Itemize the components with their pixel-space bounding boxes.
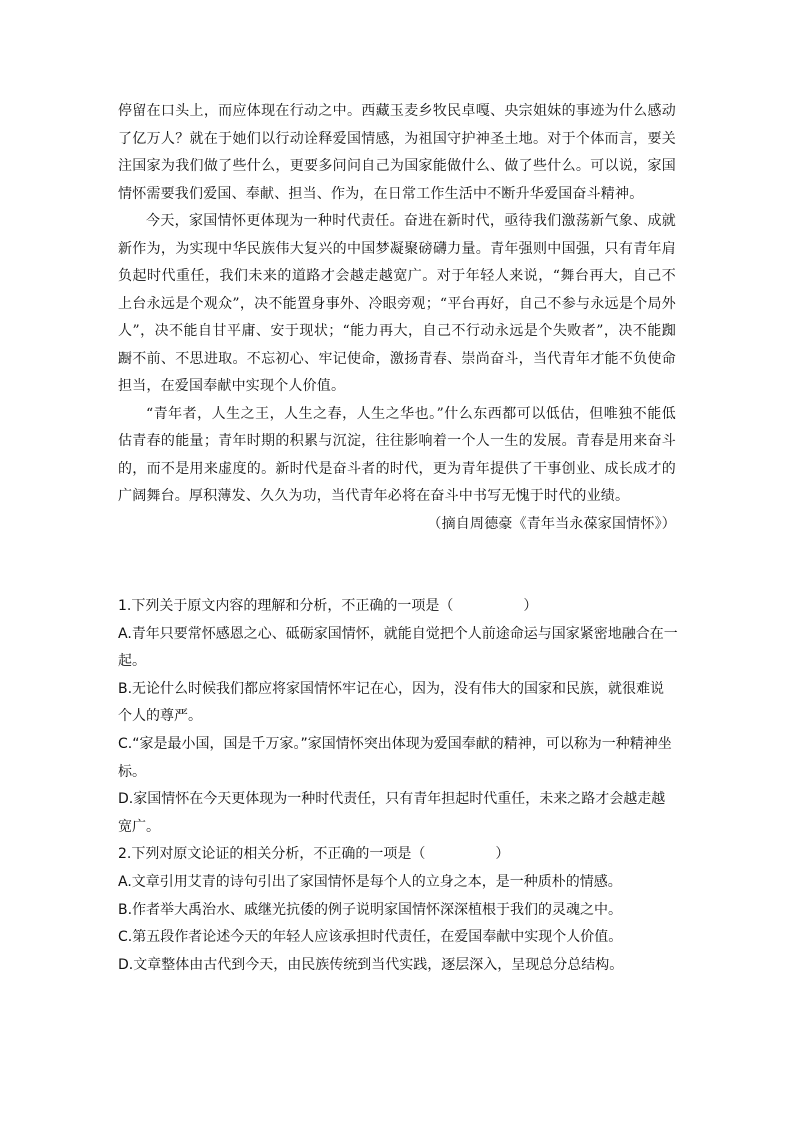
option-d: D.家国情怀在今天更体现为一种时代责任，只有青年担起时代重任，未来之路才会越走越宽广。 [118, 791, 666, 835]
reading-passage [118, 98, 676, 538]
passage-source: （摘自周德豪《青年当永葆家国情怀》） [427, 515, 676, 532]
option-d: D.文章整体由古代到今天，由民族传统到当代实践，逐层深入，呈现总分总结构。 [118, 956, 624, 973]
question-2 [118, 841, 678, 979]
option-a: A.青年只要常怀感恩之心、砥砺家国情怀，就能自觉把个人前途命运与国家紧密地融合在一起。 [118, 625, 678, 670]
question-stem-close: ） [523, 598, 538, 614]
passage-paragraph: 停留在口头上，而应体现在行动之中。西藏玉麦乡牧民卓嘎、央宗姐妹的事迹为什么感动了亿万人？就在于她们以行动诠释爱国情感，为祖国守护神圣土地。对于个体而言，要关注国家为我们做了些什么，更要多问问自己为国家能做什么、做了些什么。可以说，家国情怀需要我们爱国、奉献、担当、作为，在日常工作生活中不断升华爱国奋斗精神。 [118, 103, 676, 202]
option-c: C.第五段作者论述今天的年轻人应该承担时代责任，在爱国奉献中实现个人价值。 [118, 929, 623, 946]
option-b: B.作者举大禹治水、戚继光抗倭的例子说明家国情怀深深植根于我们的灵魂之中。 [118, 901, 623, 918]
question-stem-close: ） [495, 846, 510, 863]
question-stem-text: 1.下列关于原文内容的理解和分析，不正确的一项是（ [118, 598, 454, 614]
question-stem [118, 841, 678, 869]
question-section [118, 593, 678, 979]
question-stem-text: 2.下列对原文论证的相关分析，不正确的一项是（ [118, 846, 426, 863]
option-b: B.无论什么时候我们都应将家国情怀牢记在心，因为，没有伟大的国家和民族，就很难说个人的尊严。 [118, 680, 665, 725]
passage-paragraph: 今天，家国情怀更体现为一种时代责任。奋进在新时代，亟待我们激荡新气象、成就新作为，为实现中华民族伟大复兴的中国梦凝聚磅礴力量。青年强则中国强，只有青年肩负起时代重任，我们未来的道路才会越走越宽广。对于年轻人来说，“舞台再大，自己不上台永远是个观众”，决不能置身事外、冷眼旁观；“平台再好，自己不参与永远是个局外人”，决不能自甘平庸、安于现状；“能力再大，自己不行动永远是个失败者”，决不能踟蹰不前、不思进取。不忘初心、牢记使命，激扬青春、崇尚奋斗，当代青年才能不负使命担当，在爱国奉献中实现个人价值。 [118, 213, 676, 394]
passage-paragraph: “青年者，人生之王，人生之春，人生之华也。”什么东西都可以低估，但唯独不能低估青春的能量；青年时期的积累与沉淀，往往影响着一个人一生的发展。青春是用来奋斗的，而不是用来虚度的。新时代是奋斗者的时代，更为青年提供了干事创业、成长成才的广阔舞台。厚积薄发、久久为功，当代青年必将在奋斗中书写无愧于时代的业绩。 [118, 405, 676, 504]
question-1 [118, 593, 678, 841]
option-c: C.“家是最小国，国是千万家。”家国情怀突出体现为爱国奉献的精神，可以称为一种精神坐标。 [118, 735, 672, 780]
question-stem [118, 593, 678, 621]
option-a: A.文章引用艾青的诗句引出了家国情怀是每个人的立身之本，是一种质朴的情感。 [118, 873, 622, 890]
